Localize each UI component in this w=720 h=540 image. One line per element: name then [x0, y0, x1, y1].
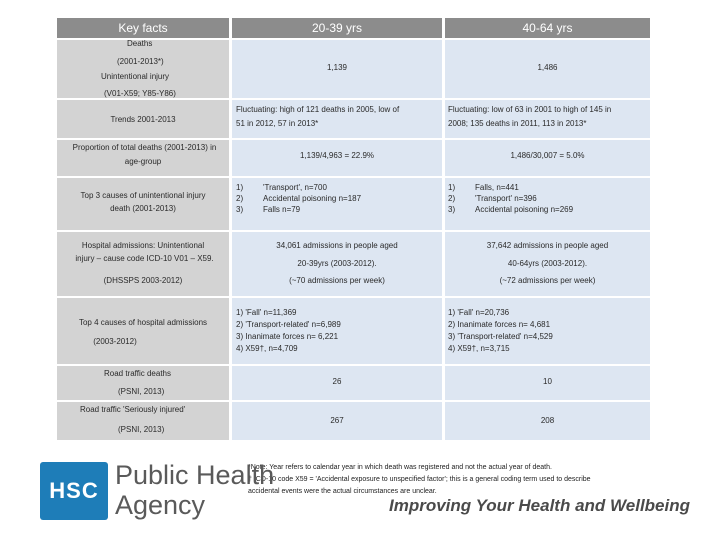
- road-deaths-label-line1: Road traffic deaths: [104, 369, 172, 378]
- deaths-label-codes: (V01-X59; Y85-Y86): [104, 89, 176, 98]
- deaths-label-injury: Unintentional injury: [101, 72, 170, 81]
- trends-label: Trends 2001-2013: [110, 115, 176, 124]
- hospital-40-line3: (~72 admissions per week): [499, 276, 596, 285]
- trends-20-line2: 51 in 2012, 57 in 2013*: [236, 119, 319, 128]
- list-item: 1) 'Fall' n=11,369: [236, 308, 297, 317]
- footnote-year: *Note: Year refers to calendar year in which death was registered and not the actual year of death.: [248, 464, 552, 471]
- top4-40-list: [448, 307, 553, 355]
- road-injured-40-value: 208: [540, 416, 555, 425]
- list-item: 2) Accidental poisoning n=187: [236, 194, 362, 203]
- top4-label-line2: (2003-2012): [93, 337, 137, 346]
- top3-label-line1: Top 3 causes of unintentional injury: [80, 191, 206, 200]
- proportion-40-value: 1,486/30,007 = 5.0%: [510, 151, 585, 160]
- list-item: 3) Accidental poisoning n=269: [448, 205, 574, 214]
- road-injured-label-line1: Road traffic 'Seriously injured': [80, 405, 186, 414]
- hospital-40-line1: 37,642 admissions in people aged: [486, 241, 609, 250]
- hospital-20-line2: 20-39yrs (2003-2012).: [297, 259, 377, 268]
- road-deaths-40-value: 10: [543, 377, 552, 386]
- top3-40-list: [448, 182, 573, 215]
- hospital-label-line1: Hospital admissions: Unintentional: [81, 241, 205, 250]
- list-item: 2) Inanimate forces n= 4,681: [448, 320, 551, 329]
- proportion-label-line1: Proportion of total deaths (2001-2013) in: [72, 143, 217, 152]
- list-item: 3) Inanimate forces n= 6,221: [236, 332, 339, 341]
- hospital-20-line1: 34,061 admissions in people aged: [276, 241, 398, 250]
- road-injured-20-value: 267: [330, 416, 344, 425]
- hospital-40-line2: 40-64yrs (2003-2012).: [507, 259, 588, 268]
- list-item: 1) 'Fall' n=20,736: [448, 308, 510, 317]
- label-top4-cell: [57, 298, 229, 364]
- list-item: 1) 'Transport', n=700: [236, 183, 327, 192]
- road-injured-label-line2: (PSNI, 2013): [118, 425, 165, 434]
- header-key-facts: Key facts: [57, 18, 229, 38]
- footnote-x59-cont: accidental events were the actual circumstances are unclear.: [248, 488, 437, 495]
- trends-20-line1: Fluctuating: high of 121 deaths in 2005, low of: [236, 105, 400, 114]
- header-20-39: 20-39 yrs: [232, 18, 442, 38]
- list-item: 1) Falls, n=441: [448, 183, 519, 192]
- brand-line1: Public Health: [115, 460, 275, 490]
- trends-40-line2: 2008; 135 deaths in 2011, 113 in 2013*: [448, 119, 587, 128]
- trends-40-line1: Fluctuating: low of 63 in 2001 to high of 145 in: [448, 105, 612, 114]
- top3-20-list: [236, 182, 361, 215]
- list-item: 4) X59†, n=3,715: [448, 344, 510, 353]
- list-item: 2) 'Transport' n=396: [448, 194, 537, 203]
- list-item: 4) X59†, n=4,709: [236, 344, 298, 353]
- proportion-label-line2: age-group: [124, 157, 162, 166]
- list-item: 2) 'Transport-related' n=6,989: [236, 320, 341, 329]
- hospital-label-line3: (DHSSPS 2003-2012): [103, 276, 183, 285]
- deaths-label-title: Deaths: [127, 39, 153, 48]
- hospital-20-line3: (~70 admissions per week): [289, 276, 385, 285]
- hospital-label-line2: injury – cause code ICD-10 V01 – X59.: [75, 254, 214, 263]
- deaths-40-value: 1,486: [537, 63, 558, 72]
- top4-label-line1: Top 4 causes of hospital admissions: [78, 318, 208, 327]
- deaths-20-value: 1,139: [326, 63, 348, 72]
- brand-line2: Agency: [115, 490, 206, 520]
- list-item: 3) Falls n=79: [236, 205, 301, 214]
- top4-20-list: [236, 307, 341, 355]
- deaths-label-years: (2001-2013*): [117, 57, 164, 66]
- proportion-20-value: 1,139/4,963 = 22.9%: [299, 151, 375, 160]
- road-deaths-label-line2: (PSNI, 2013): [118, 387, 165, 396]
- hsc-logo-icon: HSC: [40, 462, 108, 520]
- footnote-x59: † ICD-10 code X59 = 'Accidental exposure to unspecified factor'; this is a general coding term used to describe: [248, 476, 591, 483]
- header-40-64: 40-64 yrs: [445, 18, 650, 38]
- top3-label-line2: death (2001-2013): [110, 204, 176, 213]
- road-deaths-20-value: 26: [332, 377, 342, 386]
- tagline: Improving Your Health and Wellbeing: [389, 496, 690, 515]
- list-item: 3) 'Transport-related' n=4,529: [448, 332, 553, 341]
